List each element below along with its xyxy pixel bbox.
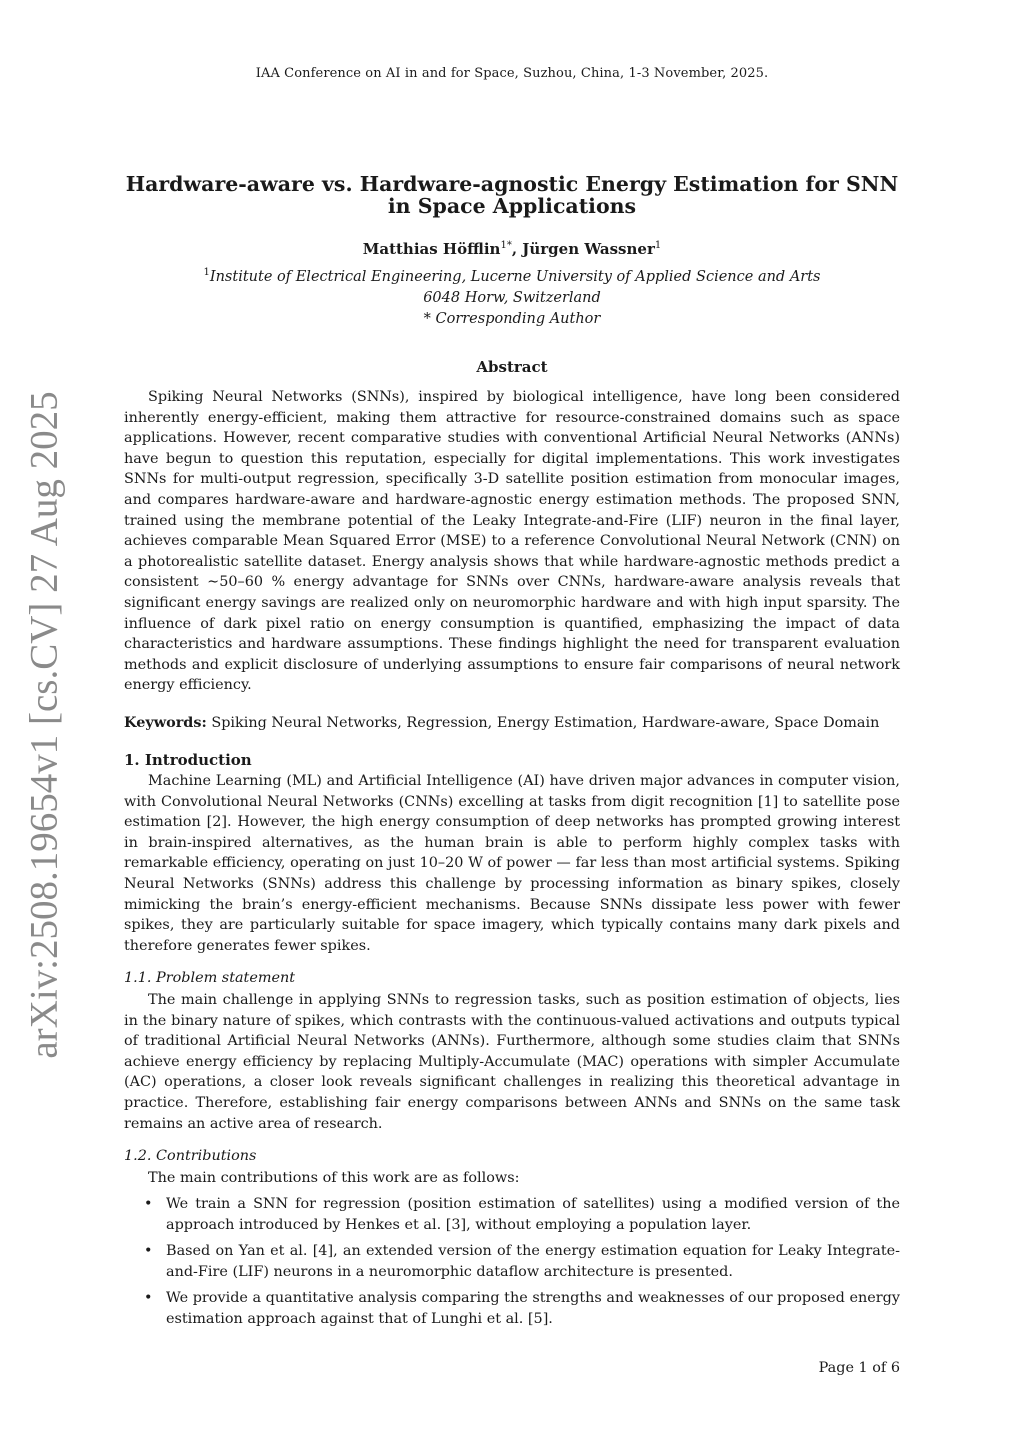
abstract-text: Spiking Neural Networks (SNNs), inspired by biological intelligence, have long been considered inherently energy-efficient, making them attractive for resource-constrained domains such as space applications. However, recent comparative studies with conventional Artificial Neural Networks (ANNs) have begun to question this reputation, especially for digital implementations. This work investigates SNNs for multi-output regression, specifically 3-D satellite position estimation from monocular images, and compares hardware-aware and hardware-agnostic energy estimation methods. The proposed SNN, trained using the membrane potential of the Leaky Integrate-and-Fire (LIF) neuron in the final layer, achieves comparable Mean Squared Error (MSE) to a reference Convolutional Neural Network (CNN) on a photorealistic satellite dataset. Energy analysis shows that while hardware-agnostic methods predict a consistent ∼50–60 % energy advantage for SNNs over CNNs, hardware-aware analysis reveals that significant energy savings are realized only on neuromorphic hardware and with high input sparsity. The influence of dark pixel ratio on energy consumption is quantified, emphasizing the impact of data characteristics and hardware assumptions. These findings highlight the need for transparent evaluation methods and explicit disclosure of underlying assumptions to ensure fair comparisons of neural network energy efficiency.: [124, 389, 900, 694]
affiliation-mark: 1: [203, 267, 210, 278]
contributions-intro: The main contributions of this work are as follows:: [148, 1170, 520, 1186]
conference-header: IAA Conference on AI in and for Space, Suzhou, China, 1-3 November, 2025.: [255, 66, 769, 81]
problem-statement-text: The main challenge in applying SNNs to regression tasks, such as position estimation of objects, lies in the binary nature of spikes, which contrasts with the continuous-valued activations and outputs typical of traditional Artificial Neural Networks (ANNs). Furthermore, although some studies claim that SNNs achieve energy efficiency by replacing Multiply-Accumulate (MAC) operations with simpler Accumulate (AC) operations, a closer look reveals significant challenges in realizing this theoretical advantage in practice. Therefore, establishing fair energy comparisons between ANNs and SNNs on the same task remains an active area of research.: [124, 992, 900, 1132]
section-heading-introduction: 1. Introduction: [124, 751, 252, 769]
author-separator: ,: [511, 240, 523, 258]
contributions-list: [140, 1194, 900, 1336]
affiliation-block: [0, 262, 1024, 330]
author-name: Jürgen Wassner: [522, 240, 655, 258]
author-line: [0, 240, 1024, 258]
keywords-label: Keywords:: [124, 714, 207, 731]
affiliation-address: 6048 Horw, Switzerland: [423, 289, 601, 306]
arxiv-stamp: arXiv:2508.19654v1 [cs.CV] 27 Aug 2025: [22, 391, 66, 1059]
author-affiliation-mark: 1*: [500, 240, 512, 251]
bullet: •: [144, 1243, 153, 1260]
arxiv-stamp-container: [16, 391, 72, 1059]
affiliation-institute: $^1$Institute of Electrical Engineering, Lucerne University of Applied Science and Arts: [203, 267, 821, 285]
introduction-text: Machine Learning (ML) and Artificial Intelligence (AI) have driven major advances in computer vision, with Convolutional Neural Networks (CNNs) excelling at tasks from digit recognition [1] to satellite pose estimation [2]. However, the high energy consumption of deep networks has prompted growing interest in brain-inspired alternatives, as the human brain is able to perform highly complex tasks with remarkable efficiency, operating on just 10–20 W of power — far less than most artificial systems. Spiking Neural Networks (SNNs) address this challenge by processing information as binary spikes, closely mimicking the brain’s energy-efficient mechanisms. Because SNNs dissipate less power with fewer spikes, they are particularly suitable for space imagery, which typically contains many dark pixels and therefore generates fewer spikes.: [124, 773, 900, 954]
author-name: Matthias Höfflin: [362, 240, 501, 258]
keywords-line: [124, 713, 900, 734]
page-number: Page 1 of 6: [818, 1360, 900, 1376]
abstract-heading: Abstract: [476, 358, 548, 376]
bullet: •: [144, 1290, 153, 1307]
bullet: •: [144, 1196, 153, 1212]
keywords-text: Spiking Neural Networks, Regression, Energy Estimation, Hardware-aware, Space Domain: [211, 715, 880, 731]
list-item: • We train a SNN for regression (position estimation of satellites) using a modified version of the approach introduced by Henkes et al. [3], without employing a population layer.: [144, 1196, 900, 1233]
list-item: • Based on Yan et al. [4], an extended version of the energy estimation equation for Leaky Integrate-and-Fire (LIF) neurons in a neuromorphic dataflow architecture is presented.: [144, 1243, 900, 1280]
subsection-heading-problem-statement: 1.1. Problem statement: [124, 970, 296, 986]
subsection-heading-contributions: 1.2. Contributions: [124, 1148, 257, 1164]
corresponding-note: * Corresponding Author: [423, 310, 601, 327]
author-affiliation-mark: 1: [654, 240, 662, 251]
paper-title: Hardware-aware vs. Hardware-agnostic Energy Estimation for SNN in Space Applications: [125, 172, 899, 218]
list-item: • We provide a quantitative analysis comparing the strengths and weaknesses of our proposed energy estimation approach against that of Lunghi et al. [5].: [144, 1290, 900, 1327]
